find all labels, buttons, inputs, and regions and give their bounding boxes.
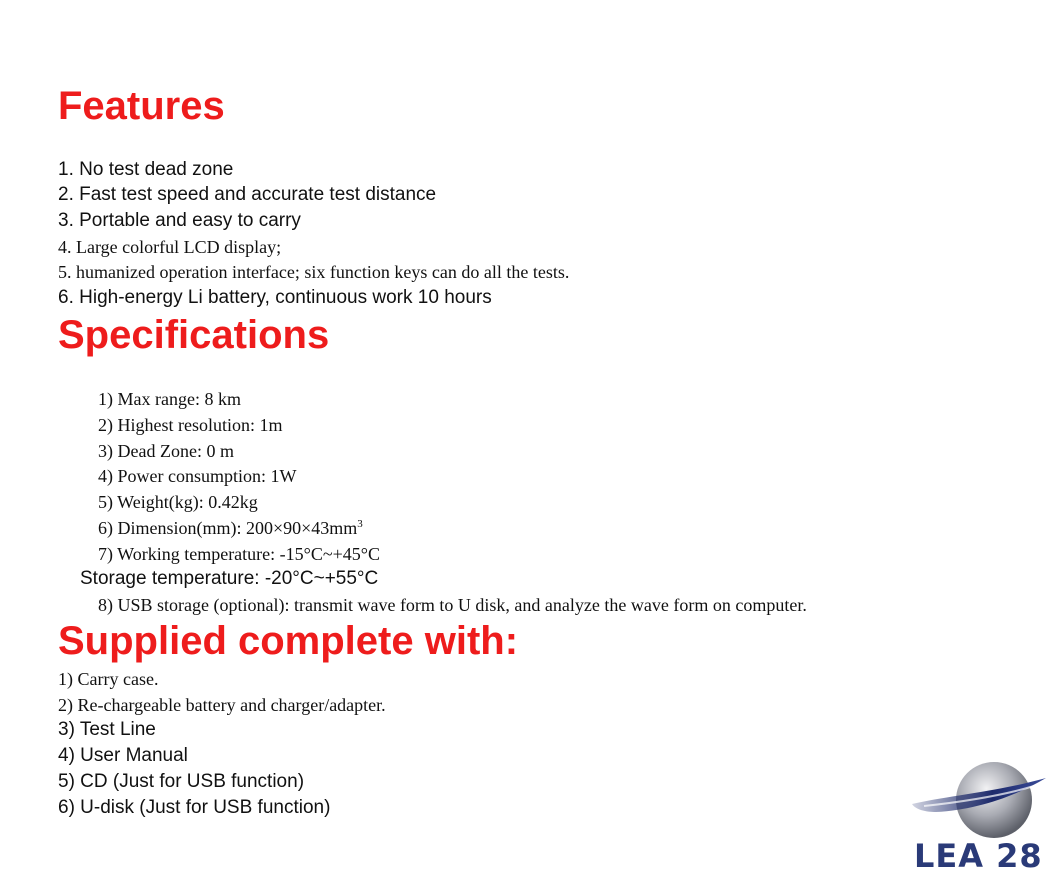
spec-item: 2) Highest resolution: 1m: [98, 415, 283, 435]
supplied-item: 1) Carry case.: [58, 669, 159, 689]
feature-item: 5. humanized operation interface; six function keys can do all the tests.: [58, 262, 570, 282]
supplied-item: 6) U-disk (Just for USB function): [58, 797, 331, 818]
feature-item: 1. No test dead zone: [58, 159, 234, 180]
spec-item: 4) Power consumption: 1W: [98, 466, 297, 486]
feature-item: 2. Fast test speed and accurate test distance: [58, 184, 437, 205]
lea28-logo: [906, 752, 1056, 876]
feature-item: 4. Large colorful LCD display;: [58, 237, 282, 257]
feature-item: 3. Portable and easy to carry: [58, 210, 301, 231]
specifications-heading: Specifications: [58, 313, 330, 357]
feature-item: 6. High-energy Li battery, continuous work 10 hours: [58, 287, 492, 308]
spec-item: 8) USB storage (optional): transmit wave form to U disk, and analyze the wave form on computer.: [98, 595, 807, 615]
spec-item: 3) Dead Zone: 0 m: [98, 441, 234, 461]
logo-text: LEA 28: [914, 837, 1043, 875]
spec-item-dimension: [98, 516, 363, 540]
dimension-text: 6) Dimension(mm): 200×90×43mm: [98, 518, 358, 538]
spec-item: 5) Weight(kg): 0.42kg: [98, 492, 258, 512]
spec-item: 7) Working temperature: -15°C~+45°C: [98, 544, 380, 564]
dimension-exponent: 3: [357, 518, 363, 530]
supplied-item: 3) Test Line: [58, 719, 156, 740]
supplied-item: 2) Re-chargeable battery and charger/adapter.: [58, 695, 386, 715]
supplied-item: 5) CD (Just for USB function): [58, 771, 305, 792]
supplied-heading: Supplied complete with:: [58, 619, 519, 663]
features-heading: Features: [58, 84, 225, 128]
supplied-item: 4) User Manual: [58, 745, 188, 766]
spec-item: 1) Max range: 8 km: [98, 389, 241, 409]
spec-item-storage: Storage temperature: -20°C~+55°C: [80, 568, 379, 589]
